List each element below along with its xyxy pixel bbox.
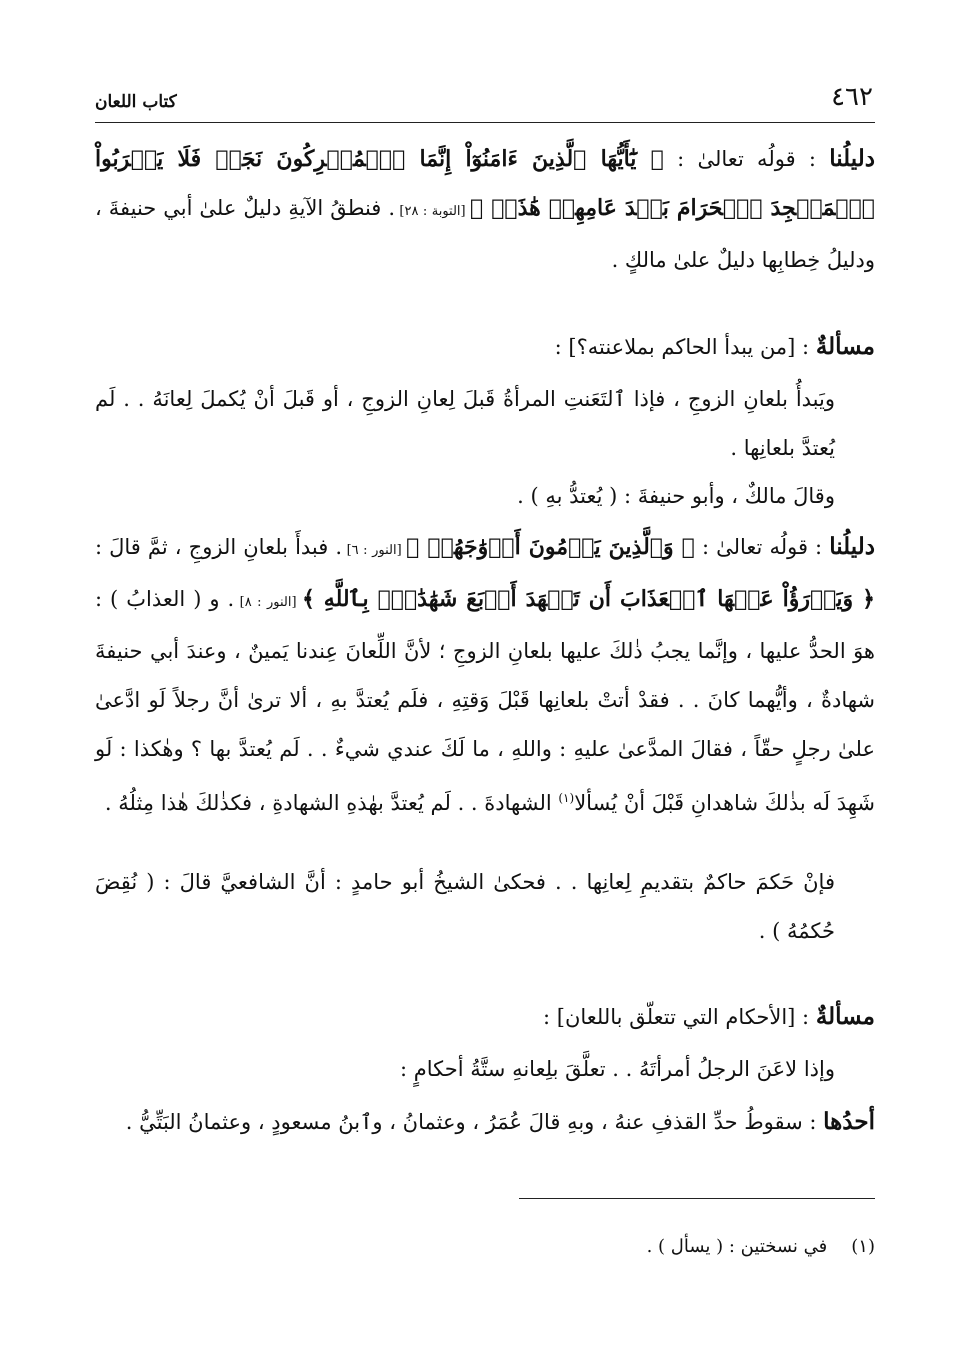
text: وقالَ مالكٌ ، وأبو حنيفةَ : ( يُعتدُّ بهِ ) . [517, 484, 835, 508]
footnote [95, 1236, 875, 1257]
mas-heading-2 [95, 992, 875, 1042]
running-header [95, 82, 875, 123]
verse-reference: [النور : ٨] [234, 595, 302, 610]
mas-heading-1 [95, 322, 875, 372]
text: : قولُه تعالىٰ : [663, 147, 830, 171]
text: : قولُه تعالىٰ : [694, 535, 830, 559]
paragraph-7 [95, 1097, 875, 1147]
lead-word: دليلُنا [829, 533, 875, 560]
mas-title: : [من يبدأ الحاكم بملاعنته؟] : [554, 335, 816, 359]
verse-reference: [التوبة : ٢٨] [395, 204, 471, 219]
mas-label: مسألةٌ [815, 1003, 875, 1030]
page-number: ٤٦٢ [831, 82, 873, 112]
paragraph-evidence-1 [95, 134, 875, 285]
text: ويَبدأُ بلعانِ الزوجِ ، فإذا ٱلتَعَنتِ المرأةُ قَبلَ لِعانِ الزوجِ ، أو قَبلَ أنْ يُكملَ لِعانَهُ . . لَم يُعتدَّ بلعانِها . [95, 387, 835, 460]
quran-verse: ﴿ يَٰٓأَيُّهَا ٱلَّذِينَ ءَامَنُوٓاْ إِنَّمَا ٱلۡمُشۡرِكُونَ نَجَسٞ فَلَا يَقۡرَبُواْ ٱلۡمَسۡجِدَ ٱلۡحَرَامَ بَعۡدَ عَامِهِمۡ هَٰذَاۚ ﴾ [95, 146, 875, 221]
text: . و ( العذابُ ) : هوَ الحدُّ عليها ، وإنَّما يجبُ ذٰلكَ عليها بلعانِ الزوجِ ؛ لأنَّ اللِّعانَ عِندنا يَمينٌ ، وعندَ أبي حنيفةَ شهادةٌ ، وأيُّهما كانَ . . فقدْ أتتْ بلعانِها قَبْلَ وَقتِهِ ، فلَم يُعتدَّ بهِ ، ألا ترىٰ أنَّ رجلاً لَو ادَّعىٰ علىٰ رجلٍ حقّاً ، فقالَ المدَّعىٰ عليهِ : واللهِ ، ما لَكَ عندي شيءٌ . . لَم يُعتدَّ بها ؟ وهٰكذا : لَو شَهِدَ لَه بذٰلكَ شاهدانِ قَبْلَ أنْ يُسألا [95, 587, 875, 815]
footnote-marker: (١) [558, 791, 575, 805]
mas-label: مسألةٌ [815, 333, 875, 360]
book-title: كتاب اللعان [95, 92, 177, 112]
paragraph-evidence-2 [95, 522, 875, 828]
text: الشهادةَ . . لَم يُعتدَّ بهٰذهِ الشهادةِ ، فكذٰلكَ هٰذا مِثلُهُ . [104, 791, 559, 815]
paragraph-6 [95, 1045, 875, 1094]
text: وإذا لاعَنَ الرجلُ أمرأتَهُ . . تعلَّقَ بلِعانهِ ستَّةُ أحكامٍ : [399, 1057, 835, 1081]
quran-verse: ﴿ وَٱلَّذِينَ يَرۡمُونَ أَزۡوَٰجَهُمۡ ﴾ [406, 534, 695, 560]
footnote-separator [519, 1198, 875, 1199]
paragraph-2 [95, 375, 875, 473]
paragraph-5 [95, 858, 875, 956]
mas-title: : [الأحكام التي تتعلّق باللعان] : [543, 1005, 816, 1029]
lead-word: أحدُها [823, 1108, 875, 1135]
verse-reference: [النور : ٦] [342, 543, 407, 558]
paragraph-3 [95, 472, 875, 521]
footnote-number: (١) [851, 1236, 875, 1257]
lead-word: دليلُنا [829, 145, 875, 172]
text: . فبدأَ بلعانِ الزوجِ ، ثمَّ قالَ : [95, 535, 343, 559]
text: : سقوطُ حدِّ القذفِ عنهُ ، وبهِ قالَ عُمَرُ ، وعثمانُ ، وٱبنُ مسعودٍ ، وعثمانُ البَتِّيُّ . [125, 1110, 824, 1134]
book-page [95, 0, 875, 1366]
footnote-text: في نسختين : ( يسأل ) . [646, 1236, 828, 1257]
text: . فنطقُ الآيةِ دليلٌ علىٰ أبي حنيفةَ ، ودليلُ خِطابِها دليلٌ علىٰ مالكٍ . [95, 196, 875, 272]
quran-verse: ﴿ وَيَدۡرَؤُاْ عَنۡهَا ٱلۡعَذَابَ أَن تَشۡهَدَ أَرۡبَعَ شَهَٰدَٰتِۭ بِٱللَّهِ ﴾ [301, 586, 875, 612]
text: فإنْ حَكمَ حاكمٌ بتقديمِ لِعانِها . . فحكىٰ الشيخُ أبو حامدٍ : أنَّ الشافعيَّ قالَ : ( نُقِضَ حُكمُهُ ) . [95, 870, 835, 943]
